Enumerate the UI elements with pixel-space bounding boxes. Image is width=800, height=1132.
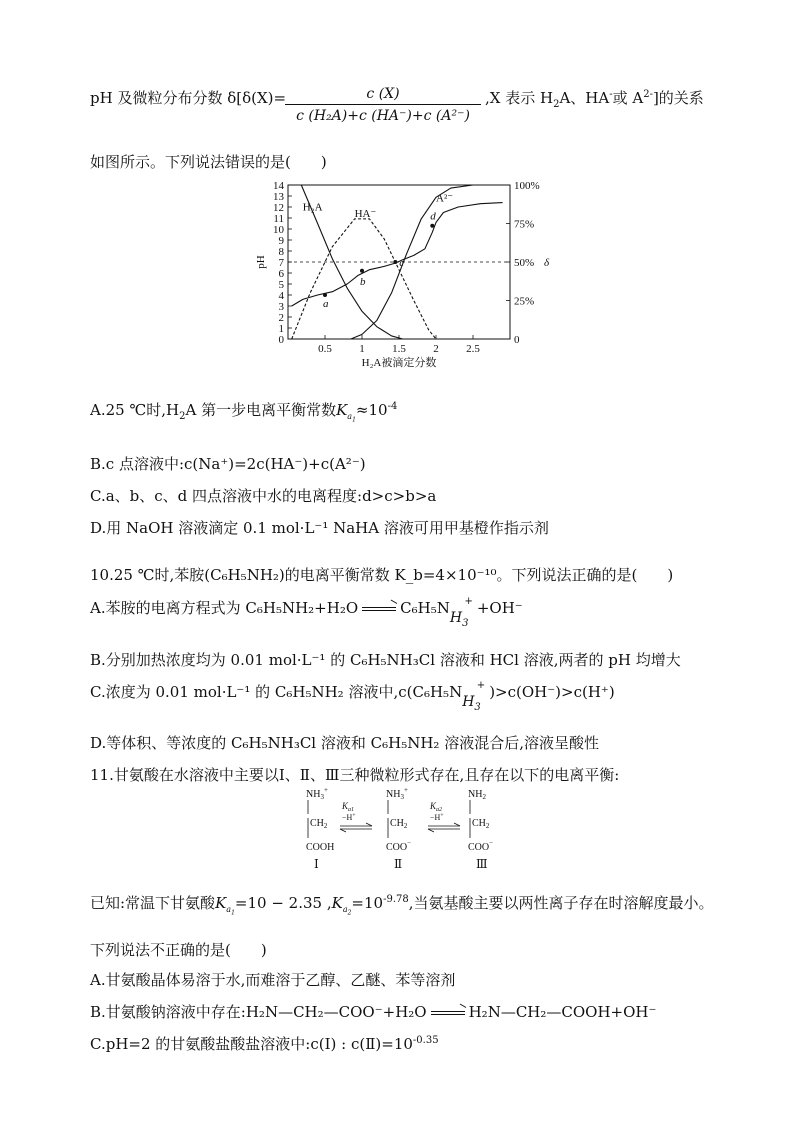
y-tick-label: 13 bbox=[273, 191, 284, 203]
q9-fraction bbox=[285, 86, 481, 124]
point-label-d: d bbox=[430, 210, 436, 223]
svg-text:CH2: $CH_2$ bbox=[390, 818, 408, 830]
y-tick-label: 3 bbox=[278, 301, 284, 313]
y2-tick-label: 100% bbox=[514, 180, 540, 192]
point-c bbox=[393, 260, 397, 264]
q11-known-pre: 已知:常温下甘氨酸 bbox=[90, 894, 216, 912]
y-tick-label: 1 bbox=[278, 323, 284, 335]
x-tick-label: 0.5 bbox=[318, 343, 332, 355]
svg-text:−H+: −H+ bbox=[342, 813, 356, 822]
y2-tick-label: 25% bbox=[514, 295, 535, 308]
equilibrium-arrow-2 bbox=[431, 1011, 465, 1015]
y-tick-label: 2 bbox=[278, 312, 284, 324]
svg-text:COO−: COO− bbox=[386, 839, 412, 853]
q11-option-b bbox=[90, 1002, 656, 1022]
q10-opt-a-end: +OH⁻ bbox=[476, 599, 523, 617]
q10-opt-c-h: $H_3^+$ bbox=[462, 680, 486, 713]
svg-text:NH3+: $NH_3^+$ bbox=[386, 786, 408, 801]
y-tick-label: 5 bbox=[278, 279, 284, 291]
point-d bbox=[430, 224, 434, 228]
q9-stem-line1b: ,X 表示 $H_2A$、HA-或 $A^{2-}$]的关系 bbox=[485, 89, 704, 110]
q9-fraction-numerator: c (X) bbox=[285, 86, 481, 105]
svg-text:COO−: COO− bbox=[468, 839, 494, 853]
q9-stem-a: pH 及微粒分布分数 δ[δ(X)= bbox=[90, 89, 287, 107]
svg-text:CH2: $CH_2$ bbox=[310, 818, 328, 830]
svg-text:−H+: −H+ bbox=[430, 813, 444, 822]
q9-stem-line2: 如图所示。下列说法错误的是( ) bbox=[90, 153, 327, 171]
q10-opt-a-post: C₆H₅N bbox=[400, 599, 450, 617]
q10-option-d: D.等体积、等浓度的 C₆H₅NH₃Cl 溶液和 C₆H₅NH₂ 溶液混合后,溶液呈酸性 bbox=[90, 734, 599, 752]
q11-opt-b-pre: B.甘氨酸钠溶液中存在:H₂N—CH₂—COO⁻+H₂O bbox=[90, 1003, 427, 1021]
y-tick-label: 7 bbox=[278, 257, 284, 269]
svg-text:NH3+: $NH_3^+$ bbox=[306, 786, 328, 801]
y2-axis-label: δ bbox=[544, 257, 550, 269]
q11-option-a: A.甘氨酸晶体易溶于水,而难溶于乙醇、乙醚、苯等溶剂 bbox=[90, 971, 456, 989]
q9-stem-line1 bbox=[90, 88, 286, 108]
x-tick-label: 2.5 bbox=[466, 343, 480, 355]
q10-option-b: B.分别加热浓度均为 0.01 mol·L⁻¹ 的 C₆H₅NH₃Cl 溶液和 HCl 溶液,两者的 pH 均增大 bbox=[90, 651, 681, 669]
q10-opt-c-end: )>c(OH⁻)>c(H⁺) bbox=[489, 683, 615, 701]
point-b bbox=[360, 269, 364, 273]
q9-stem-b-end: ]的关系 bbox=[652, 89, 704, 107]
q9-stem-b-pre: ,X 表示 H bbox=[485, 89, 554, 107]
q9-opt-a-end: ≈10 bbox=[355, 401, 388, 419]
q11-known bbox=[90, 893, 714, 917]
x-tick-label: 1 bbox=[359, 343, 365, 355]
point-label-b: b bbox=[360, 275, 366, 288]
svg-text:NH2: $NH_2$ bbox=[468, 789, 486, 801]
y-tick-label: 10 bbox=[273, 224, 284, 236]
q10-opt-c-pre: C.浓度为 0.01 mol·L⁻¹ 的 C₆H₅NH₂ 溶液中,c(C₆H₅N bbox=[90, 683, 463, 701]
y2-tick-label: 0 bbox=[514, 334, 520, 346]
q9-fraction-denominator: c (H₂A)+c (HA⁻)+c (A²⁻) bbox=[296, 108, 470, 124]
y-tick-label: 0 bbox=[278, 334, 284, 346]
point-a bbox=[323, 293, 327, 297]
q10-opt-a-h: $H_3^+$ bbox=[449, 596, 473, 629]
y-tick-label: 6 bbox=[278, 268, 284, 280]
y2-tick-label: 75% bbox=[514, 218, 535, 231]
q11-opt-b-post: H₂N—CH₂—COOH+OH⁻ bbox=[468, 1003, 657, 1021]
y-tick-label: 8 bbox=[278, 246, 284, 258]
roman-2: Ⅱ bbox=[394, 857, 403, 871]
y-tick-label: 9 bbox=[278, 235, 284, 247]
y-axis-label: pH bbox=[255, 255, 267, 269]
q11-opt-c-pre: C.pH=2 的甘氨酸盐酸盐溶液中:c(Ⅰ) : c(Ⅱ)=10 bbox=[90, 1035, 413, 1053]
ka2-symbol-q11: $K_{a_2}$ bbox=[331, 894, 352, 917]
y2-tick-label: 50% bbox=[514, 257, 535, 269]
q9-opt-a-exp: -4 bbox=[387, 401, 398, 412]
svg-text:Ka1: $K_{a1}$ bbox=[342, 801, 355, 813]
svg-text:COOH: COOH bbox=[306, 842, 335, 853]
titration-chart bbox=[250, 177, 550, 373]
q11-known-exp: -9.78 bbox=[383, 894, 409, 905]
y-tick-label: 4 bbox=[278, 290, 284, 302]
point-label-c: c bbox=[399, 257, 405, 269]
point-label-a: a bbox=[323, 298, 329, 310]
q11-question: 下列说法不正确的是( ) bbox=[90, 941, 267, 959]
roman-1: Ⅰ bbox=[314, 857, 319, 871]
q10-stem: 10.25 ℃时,苯胺(C₆H₅NH₂)的电离平衡常数 K_b=4×10⁻¹⁰。下列说法正确的是( ) bbox=[90, 566, 674, 584]
q9-stem-b-mid: A、HA bbox=[559, 89, 610, 107]
q9-opt-a-pre: A.25 ℃时,H bbox=[90, 401, 180, 419]
curve-label: A²⁻ bbox=[436, 192, 454, 205]
y-tick-label: 11 bbox=[273, 213, 284, 225]
q11-stem: 11.甘氨酸在水溶液中主要以Ⅰ、Ⅱ、Ⅲ三种微粒形式存在,且存在以下的电离平衡: bbox=[90, 766, 620, 784]
y-tick-label: 14 bbox=[273, 180, 284, 192]
ka1-symbol: $K_{a_1}$ bbox=[336, 401, 356, 424]
roman-3: Ⅲ bbox=[476, 857, 488, 871]
equilibrium-arrow bbox=[362, 607, 396, 611]
curve-label: H₂A bbox=[302, 201, 323, 214]
q9-stem-b-mid2: 或 A bbox=[612, 89, 644, 107]
q9-option-a: A.25 ℃时$,H_2A$ 第一步电离平衡常数$K_{a_1}\approx 10^{-4}$ bbox=[90, 401, 398, 424]
svg-text:Ka2: $K_{a2}$ bbox=[430, 801, 443, 813]
q11-known-ka1: =10 − 2.35 , bbox=[234, 894, 332, 912]
q10-option-a bbox=[90, 596, 523, 629]
q11-opt-c-exp: -0.35 bbox=[412, 1035, 439, 1046]
glycine-equilibrium-diagram bbox=[302, 784, 522, 874]
q11-known-ka2: =10 bbox=[351, 894, 384, 912]
q10-opt-a-pre: A.苯胺的电离方程式为 C₆H₅NH₂+H₂O bbox=[90, 599, 359, 617]
svg-text:CH2: $CH_2$ bbox=[472, 818, 490, 830]
x-tick-label: 2 bbox=[433, 343, 439, 355]
q9-option-d: D.用 NaOH 溶液滴定 0.1 mol·L⁻¹ NaHA 溶液可用甲基橙作指示剂 bbox=[90, 519, 549, 537]
x-axis-label: H₂A被滴定分数 bbox=[361, 357, 437, 369]
q9-opt-a-mid: A 第一步电离平衡常数 bbox=[185, 401, 337, 419]
ka1-symbol-q11: $K_{a_1}$ bbox=[215, 894, 235, 917]
q11-option-c bbox=[90, 1034, 439, 1054]
q11-known-end: ,当氨基酸主要以两性离子存在时溶解度最小。 bbox=[408, 894, 714, 912]
y-tick-label: 12 bbox=[273, 202, 284, 214]
q9-option-b: B.c 点溶液中:c(Na⁺)=2c(HA⁻)+c(A²⁻) bbox=[90, 455, 366, 473]
series-ph bbox=[292, 203, 503, 306]
x-tick-label: 1.5 bbox=[392, 343, 406, 355]
q9-option-c: C.a、b、c、d 四点溶液中水的电离程度:d>c>b>a bbox=[90, 487, 437, 505]
q10-option-c bbox=[90, 680, 615, 713]
curve-label: HA⁻ bbox=[354, 207, 377, 220]
